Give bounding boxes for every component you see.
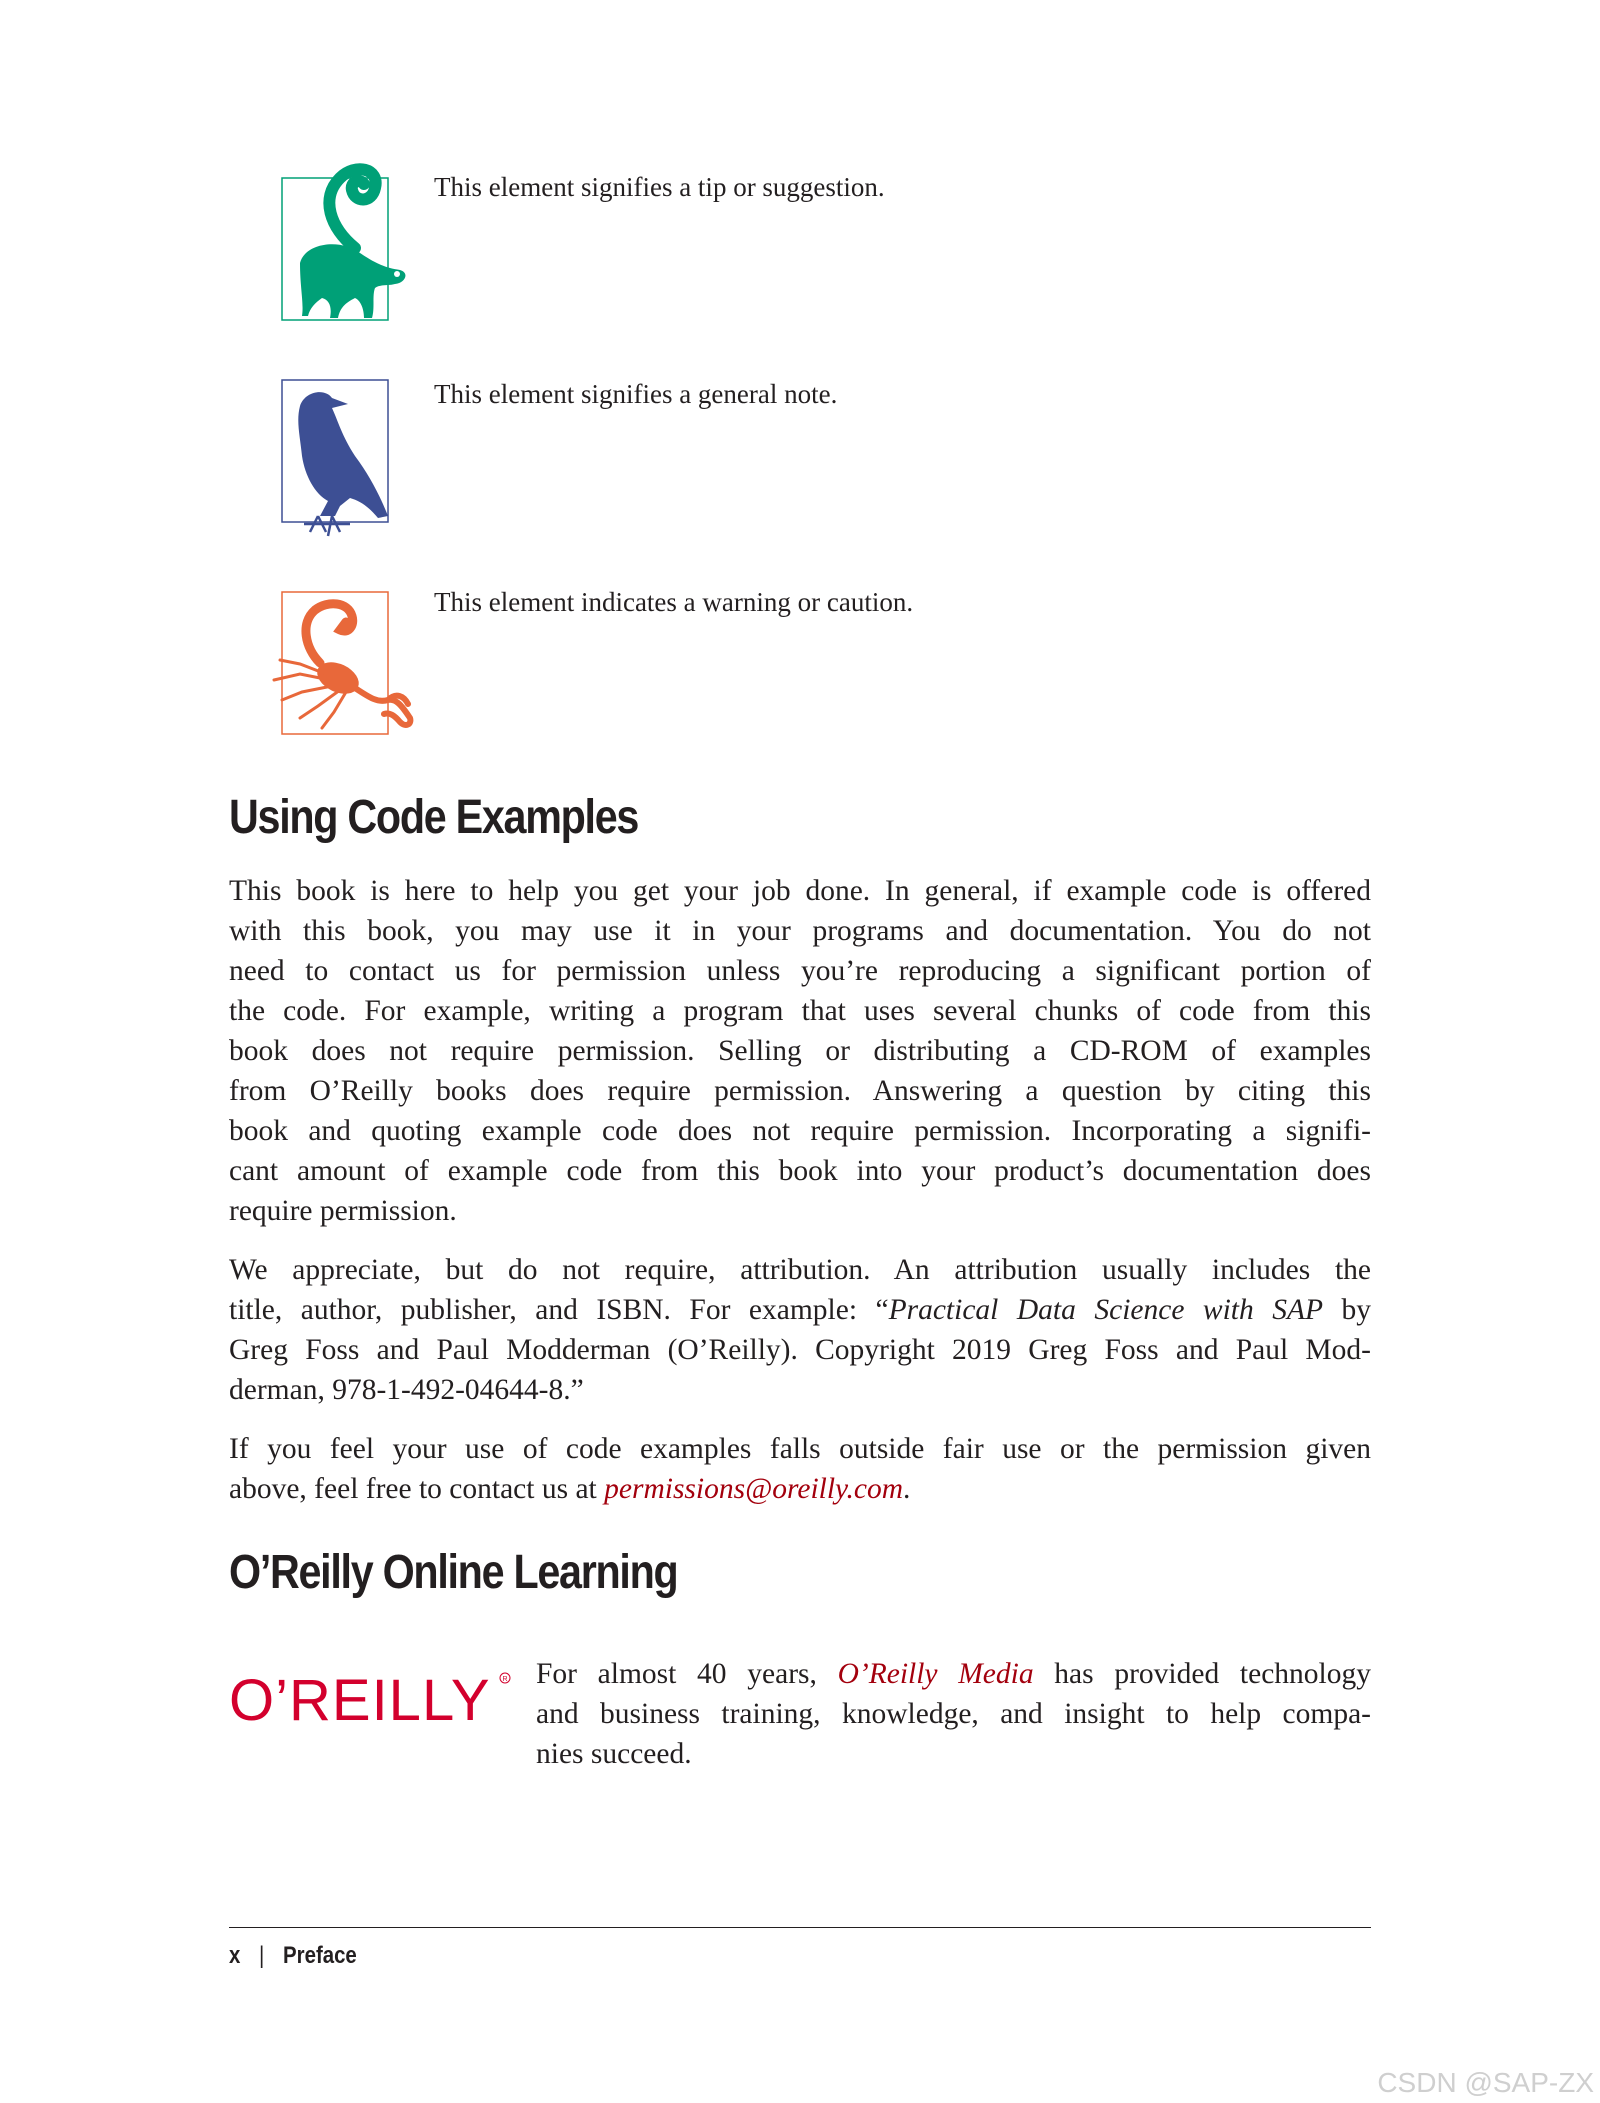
oreilly-logo-text: O’REILLY [229,1668,491,1730]
oreilly-logo [229,1668,514,1730]
page-footer [229,1941,357,1971]
code-examples-paragraph-3 [229,1429,1371,1509]
paragraph-line [229,1290,1371,1330]
warning-icon [260,588,410,748]
paragraph-line: book and quoting example code does not require permission. Incorporating a signifi- [229,1115,1371,1147]
text-run: by [1323,1294,1372,1326]
book-title: Practical Data Science with SAP [888,1294,1324,1326]
oreilly-media-link[interactable]: O’Reilly Media [837,1658,1034,1690]
paragraph-line: nies succeed. [536,1738,692,1770]
paragraph-line: Greg Foss and Paul Modderman (O’Reilly). Copyright 2019 Greg Foss and Paul Mod- [229,1334,1371,1366]
text-run: . [903,1473,911,1505]
paragraph-line: with this book, you may use it in your programs and documentation. You do not [229,915,1371,947]
page-number: x [229,1942,241,1969]
tip-icon [260,158,410,318]
tip-text: This element signifies a tip or suggestion. [434,172,885,202]
paragraph-line: If you feel your use of code examples falls outside fair use or the permission given [229,1433,1371,1465]
section-heading-code-examples: Using Code Examples [229,791,639,844]
paragraph-line [536,1654,1371,1694]
paragraph-line: derman, 978-1-492-04644-8.” [229,1374,584,1406]
paragraph-line: require permission. [229,1195,457,1227]
warning-text: This element indicates a warning or caution. [434,587,914,617]
permissions-email-link[interactable]: permissions@oreilly.com [604,1473,904,1505]
paragraph-line: the code. For example, writing a program that uses several chunks of code from this [229,995,1371,1027]
online-learning-paragraph [536,1654,1371,1774]
paragraph-line: book does not require permission. Selling or distributing a CD-ROM of examples [229,1035,1371,1067]
footer-rule [229,1927,1371,1928]
paragraph-line: and business training, knowledge, and insight to help compa- [536,1698,1371,1730]
code-examples-paragraph-2 [229,1250,1371,1410]
text-run: For almost 40 years, [536,1658,838,1690]
footer-separator: | [259,1942,265,1969]
chapter-name: Preface [283,1942,357,1969]
paragraph-line [229,1469,1371,1509]
paragraph-line: need to contact us for permission unless you’re reproducing a significant portion of [229,955,1371,987]
paragraph-line: We appreciate, but do not require, attribution. An attribution usually includes the [229,1254,1371,1286]
note-icon [260,376,410,536]
note-text: This element signifies a general note. [434,379,838,409]
paragraph-line: from O’Reilly books does require permission. Answering a question by citing this [229,1075,1371,1107]
text-run: title, author, publisher, and ISBN. For example: “ [229,1294,889,1326]
svg-text:R: R [502,1676,508,1683]
watermark: CSDN @SAP-ZX [1377,2067,1594,2098]
paragraph-line: This book is here to help you get your job done. In general, if example code is offered [229,875,1371,907]
text-run: above, feel free to contact us at [229,1473,605,1505]
text-run: has provided technology [1033,1658,1371,1690]
code-examples-paragraph-1 [229,871,1371,1231]
section-heading-online-learning: O’Reilly Online Learning [229,1546,678,1599]
paragraph-line: cant amount of example code from this book into your product’s documentation does [229,1155,1371,1187]
